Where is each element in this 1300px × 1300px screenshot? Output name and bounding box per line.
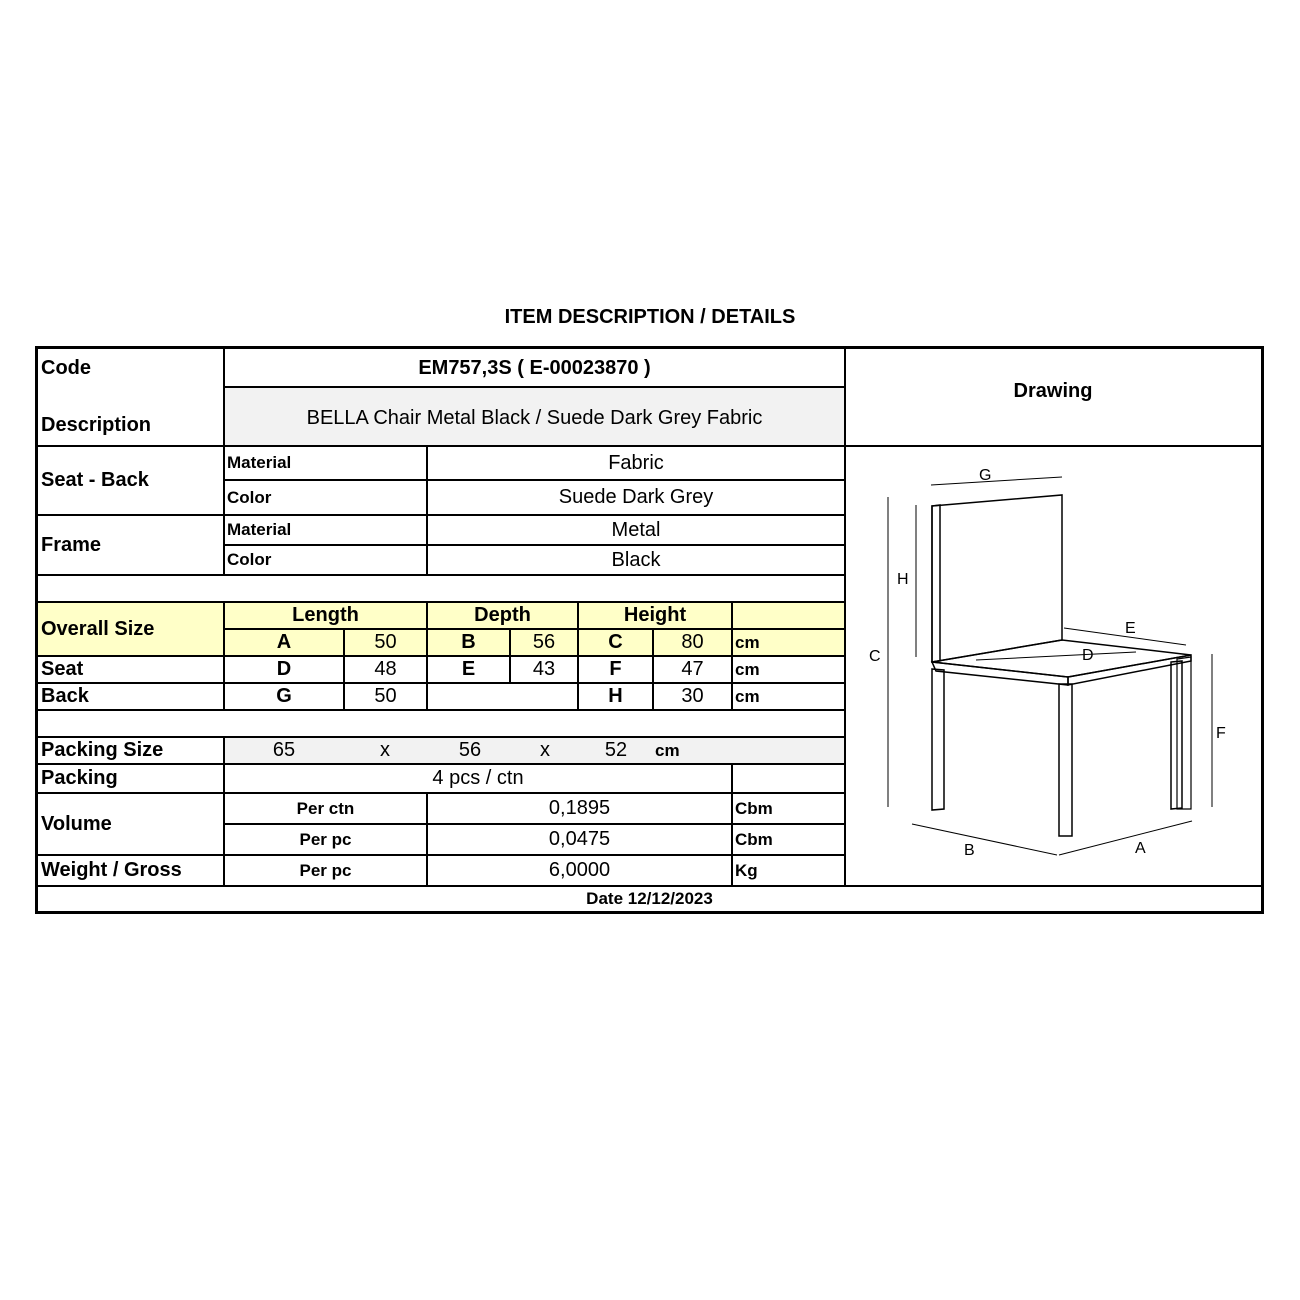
packing-size-x2: x	[540, 739, 550, 761]
frame-material-label: Material	[227, 520, 292, 539]
date-footer: Date 12/12/2023	[586, 889, 713, 908]
dim-d-label: D	[1082, 647, 1094, 664]
packing-value: 4 pcs / ctn	[432, 767, 524, 789]
dim-b-label: B	[964, 842, 975, 859]
seat-back-material: Fabric	[608, 451, 664, 474]
volume-per-ctn-label: Per ctn	[296, 798, 355, 818]
overall-depth-value: 56	[532, 631, 556, 653]
dim-h-label: H	[897, 571, 909, 588]
seat-depth-key: E	[461, 658, 476, 680]
dim-c-label: C	[869, 648, 881, 665]
seat-height-value: 47	[681, 658, 704, 680]
dim-f-label: F	[1216, 725, 1226, 742]
page-title: ITEM DESCRIPTION / DETAILS	[504, 306, 796, 328]
packing-size-unit: cm	[655, 740, 680, 760]
seat-size-label: Seat	[41, 658, 84, 680]
chair-drawing	[846, 447, 1260, 884]
packing-label: Packing	[41, 767, 118, 789]
seat-height-key: F	[609, 658, 622, 680]
overall-length-value: 50	[374, 631, 397, 653]
overall-height-value: 80	[681, 631, 704, 653]
seat-back-color-label: Color	[227, 487, 272, 507]
volume-per-pc: 0,0475	[548, 828, 611, 850]
packing-size-depth: 56	[458, 739, 482, 761]
frame-label: Frame	[41, 533, 102, 556]
dim-g-label: G	[979, 467, 992, 484]
spec-sheet	[35, 346, 1264, 914]
back-unit: cm	[735, 686, 760, 706]
volume-per-ctn-unit: Cbm	[735, 798, 773, 818]
weight-value: 6,0000	[548, 859, 611, 881]
seat-depth-value: 43	[532, 658, 556, 680]
overall-length-key: A	[276, 631, 292, 653]
weight-unit: Kg	[735, 860, 758, 880]
code-value: EM757,3S ( E-00023870 )	[418, 356, 651, 379]
seat-length-value: 48	[374, 658, 397, 680]
weight-per-pc-label: Per pc	[299, 860, 352, 880]
seat-unit: cm	[735, 659, 760, 679]
overall-depth-key: B	[461, 631, 476, 653]
back-height-key: H	[608, 685, 623, 707]
volume-per-ctn: 0,1895	[548, 797, 611, 819]
seat-back-material-label: Material	[227, 453, 292, 472]
overall-size-label: Overall Size	[41, 617, 155, 640]
seat-back-color: Suede Dark Grey	[558, 486, 714, 508]
dim-a-label: A	[1135, 840, 1146, 857]
packing-size-label: Packing Size	[41, 739, 164, 761]
overall-unit: cm	[735, 632, 760, 652]
volume-per-pc-label: Per pc	[299, 829, 352, 849]
back-length-key: G	[276, 685, 292, 707]
seat-length-key: D	[276, 658, 292, 680]
back-size-label: Back	[41, 685, 89, 707]
packing-size-x1: x	[380, 739, 390, 761]
height-header: Height	[623, 604, 687, 626]
dim-e-label: E	[1125, 620, 1136, 637]
volume-label: Volume	[41, 812, 112, 835]
drawing-label: Drawing	[1013, 379, 1093, 402]
back-height-value: 30	[681, 685, 704, 707]
depth-header: Depth	[474, 604, 531, 626]
frame-color: Black	[611, 548, 661, 571]
code-label: Code	[41, 356, 91, 379]
frame-material: Metal	[611, 518, 661, 541]
weight-label: Weight / Gross	[41, 859, 182, 881]
overall-height-key: C	[608, 631, 623, 653]
length-header: Length	[292, 604, 359, 626]
packing-size-length: 65	[272, 739, 296, 761]
volume-per-pc-unit: Cbm	[735, 829, 773, 849]
packing-size-height: 52	[604, 739, 628, 761]
back-length-value: 50	[374, 685, 397, 707]
seat-back-label: Seat - Back	[41, 469, 149, 491]
description-value: BELLA Chair Metal Black / Suede Dark Grey Fabric	[306, 406, 763, 429]
frame-color-label: Color	[227, 550, 272, 569]
description-label: Description	[41, 413, 152, 436]
